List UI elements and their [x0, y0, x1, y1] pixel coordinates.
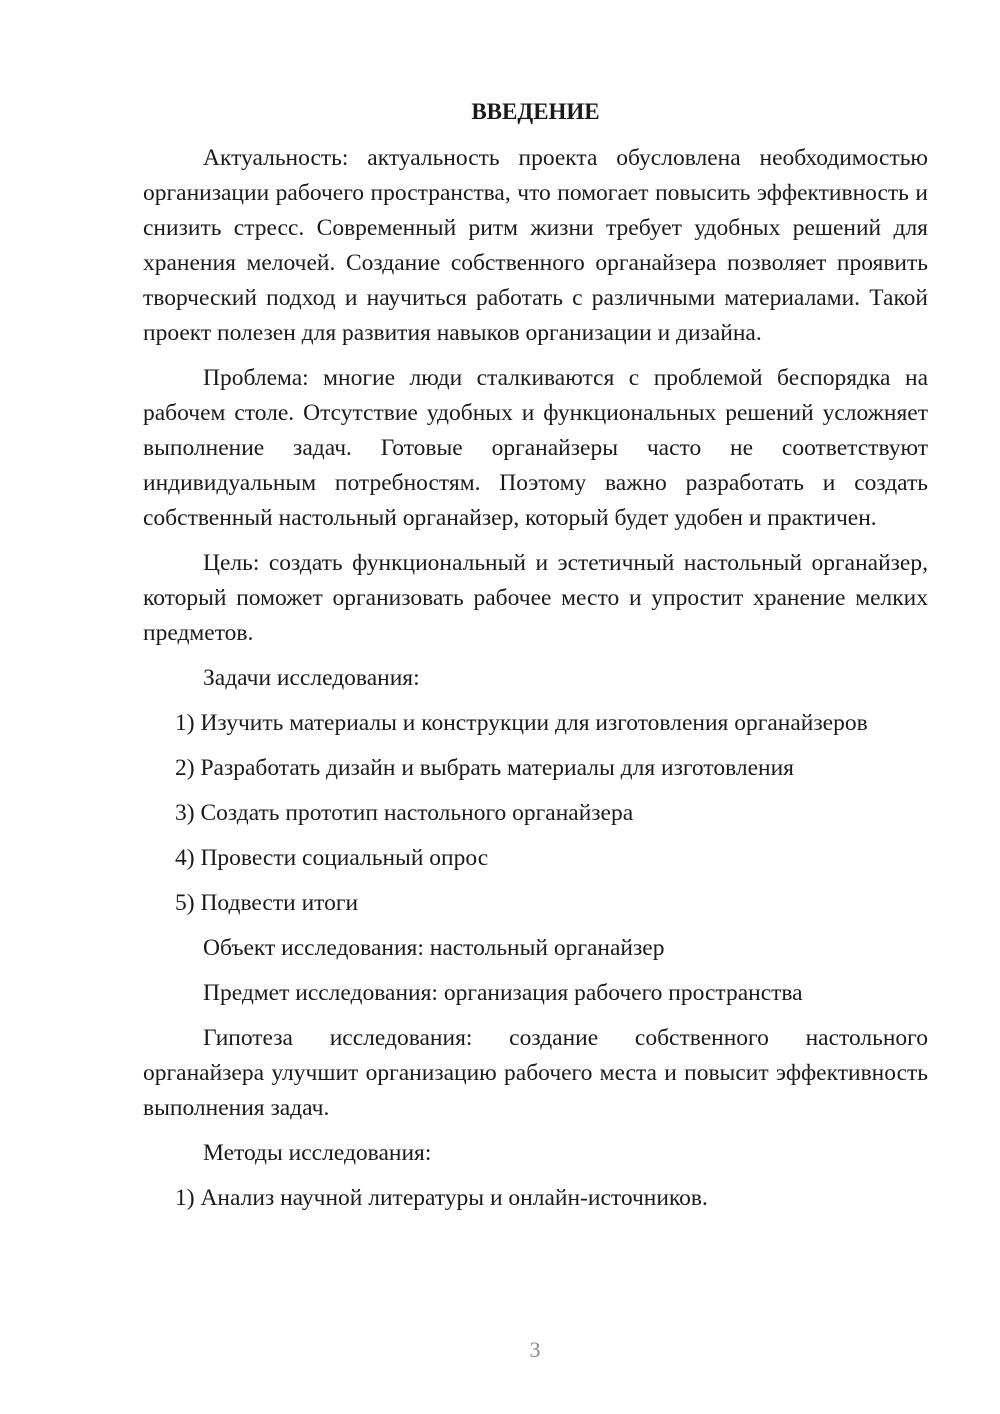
hypothesis-paragraph: Гипотеза исследования: создание собственного настольного органайзера улучшит организацию рабочего места и повысит эффективность выполнения задач. — [143, 1025, 928, 1121]
goal-paragraph: Цель: создать функциональный и эстетичный настольный органайзер, который поможет организовать рабочее место и упростит хранение мелких предметов. — [143, 550, 928, 646]
methods-title: Методы исследования: — [203, 1140, 432, 1166]
method-item-1: 1) Анализ научной литературы и онлайн-источников. — [175, 1185, 708, 1211]
task-item-1: 1) Изучить материалы и конструкции для изготовления органайзеров — [175, 710, 868, 736]
task-item-5: 5) Подвести итоги — [175, 890, 359, 916]
page-content — [143, 94, 928, 1226]
section-heading: ВВЕДЕНИЕ — [471, 99, 600, 124]
tasks-title: Задачи исследования: — [203, 665, 420, 691]
task-item-2: 2) Разработать дизайн и выбрать материалы для изготовления — [175, 755, 794, 781]
research-subject: Предмет исследования: организация рабочего пространства — [203, 980, 803, 1006]
task-item-3: 3) Создать прототип настольного органайзера — [175, 800, 634, 826]
task-item-4: 4) Провести социальный опрос — [175, 845, 489, 871]
page-number: 3 — [529, 1337, 541, 1362]
research-object: Объект исследования: настольный органайзер — [203, 935, 665, 961]
problem-paragraph: Проблема: многие люди сталкиваются с проблемой беспорядка на рабочем столе. Отсутствие удобных и функциональных решений усложняет выполнение задач. Готовые органайзеры часто не соответствуют индивидуальным потребностям. Поэтому важно разработать и создать собственный настольный органайзер, который будет удобен и практичен. — [143, 365, 928, 531]
relevance-paragraph: Актуальность: актуальность проекта обусловлена необходимостью организации рабочего пространства, что помогает повысить эффективность и снизить стресс. Современный ритм жизни требует удобных решений для хранения мелочей. Создание собственного органайзера позволяет проявить творческий подход и научиться работать с различными материалами. Такой проект полезен для развития навыков организации и дизайна. — [143, 145, 928, 346]
